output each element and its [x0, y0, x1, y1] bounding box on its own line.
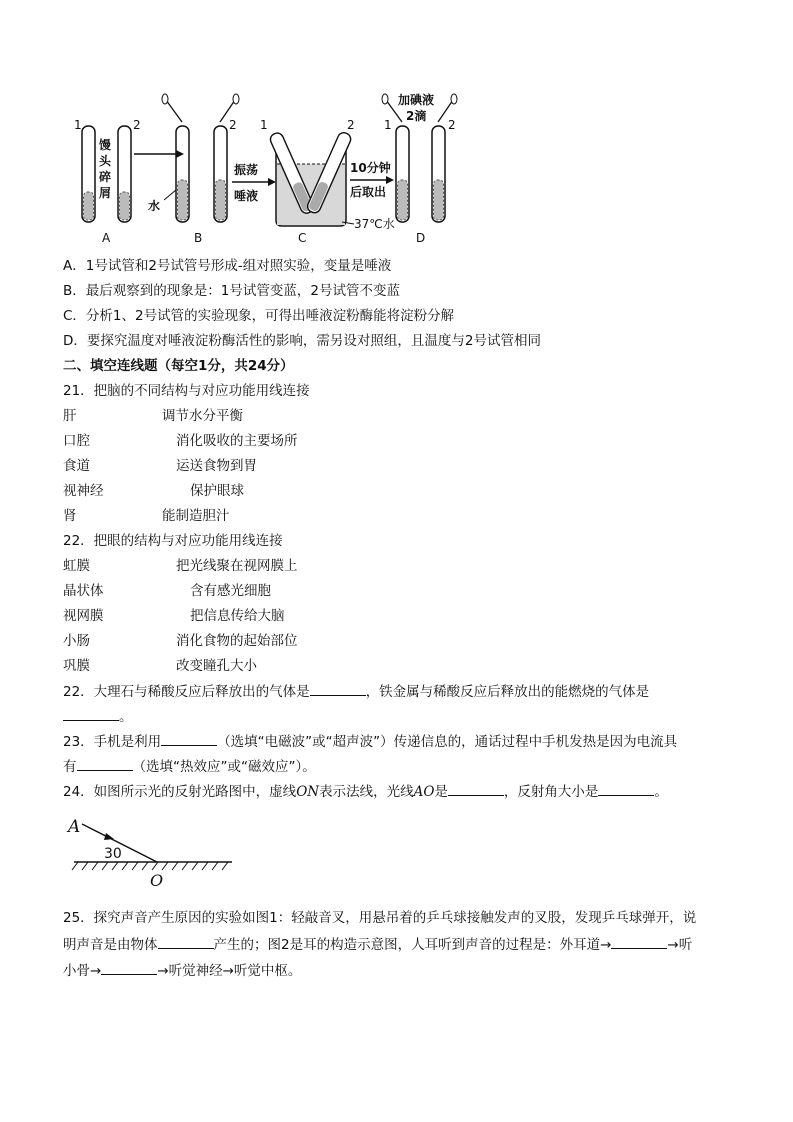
- q24-text-4: ，反射角大小是: [503, 784, 599, 800]
- panel-c: [260, 118, 395, 245]
- q21-title: 21．把脑的不同结构与对应功能用线连接: [63, 383, 310, 399]
- panel-b-label: B: [194, 231, 203, 245]
- reflection-figure: [66, 812, 238, 892]
- q23-text-4: （选填“热效应”或“磁效应”）。: [132, 759, 316, 775]
- q22a-left-1: 虹膜: [63, 558, 90, 574]
- saliva-label: 唾液: [234, 189, 259, 203]
- q21-left-1: 肝: [63, 408, 77, 424]
- tube-1-label: 1: [74, 118, 82, 132]
- q23-blank-2[interactable]: [77, 756, 133, 771]
- temp-label: 37℃水: [354, 217, 395, 231]
- q25-text-6: →听觉神经→听觉中枢。: [157, 963, 302, 979]
- q23-text-3: 有: [63, 759, 77, 775]
- q23-text-2: （选填“电磁波”或“超声波”）传递信息的，通话过程中手机发热是因为电流具: [217, 734, 678, 750]
- q23-text-1: 23．手机是利用: [63, 734, 162, 750]
- q24-on: ON: [296, 784, 320, 800]
- q25-text-5: 小骨→: [63, 963, 102, 979]
- q25-text-2: 明声音是由物体: [63, 937, 158, 953]
- mantou-char-2: 头: [99, 154, 112, 168]
- option-c: C．分析1、2号试管的实验现象，可得出唾液淀粉酶能将淀粉分解: [63, 308, 455, 324]
- takeout-label: 后取出: [350, 185, 387, 199]
- q25-line-3: [63, 960, 301, 981]
- panel-a: [74, 118, 184, 245]
- q21-right-3: 运送食物到胃: [176, 458, 257, 474]
- q22a-right-1: 把光线聚在视网膜上: [176, 558, 298, 574]
- q25-line-1: 25．探究声音产生原因的实验如图1：轻敲音叉，用悬吊着的乒乓球接触发声的叉股，发现乒乓球弹开，说: [63, 910, 697, 926]
- panel-a-label: A: [102, 231, 111, 245]
- q24-ao: AO: [413, 784, 435, 800]
- q22b-blank-1[interactable]: [310, 681, 366, 696]
- q21-right-1: 调节水分平衡: [162, 408, 243, 424]
- angle-30-label: 30: [104, 846, 122, 862]
- tube-d2-label: 2: [448, 118, 456, 132]
- q25-text-4: →听: [667, 937, 693, 953]
- mantou-char-1: 馒: [99, 138, 112, 152]
- q22a-title: 22．把眼的结构与对应功能用线连接: [63, 533, 283, 549]
- q24-line: [63, 781, 668, 802]
- q22b-text-1: 22．大理石与稀酸反应后释放出的气体是: [63, 684, 310, 700]
- q22a-right-3: 把信息传给大脑: [190, 608, 285, 624]
- drops-label: 2滴: [406, 109, 427, 123]
- section-2-heading: 二、填空连线题（每空1分，共24分）: [63, 358, 294, 374]
- tube-2-label: 2: [133, 118, 141, 132]
- q22b-line-1: [63, 681, 649, 702]
- q21-left-2: 口腔: [63, 433, 90, 449]
- option-d: D．要探究温度对唾液淀粉酶活性的影响，需另设对照组，且温度与2号试管相同: [63, 333, 541, 349]
- q21-left-3: 食道: [63, 458, 90, 474]
- q21-left-4: 视神经: [63, 483, 104, 499]
- option-b: B．最后观察到的现象是：1号试管变蓝，2号试管不变蓝: [63, 283, 400, 299]
- point-a-label: A: [68, 817, 81, 837]
- q22a-left-2: 晶状体: [63, 583, 104, 599]
- q22b-blank-2[interactable]: [63, 706, 119, 721]
- q22b-text-3: 。: [119, 709, 133, 725]
- q21-left-5: 肾: [63, 508, 77, 524]
- mantou-char-4: 屑: [99, 186, 112, 200]
- panel-d-label: D: [416, 231, 426, 245]
- option-a: A．1号试管和2号试管号形成-组对照实验，变量是唾液: [63, 258, 392, 274]
- q24-text-1: 24．如图所示光的反射光路图中，虚线: [63, 784, 297, 800]
- shake-label: 振荡: [234, 163, 259, 177]
- q23-line-2: [63, 756, 316, 777]
- q22a-right-4: 消化食物的起始部位: [176, 633, 298, 649]
- q25-line-2: [63, 934, 692, 955]
- point-o-label: O: [150, 871, 164, 890]
- q22a-left-3: 视网膜: [63, 608, 104, 624]
- q22a-left-4: 小肠: [63, 633, 90, 649]
- q24-text-5: 。: [654, 784, 668, 800]
- q22b-line-2: [63, 706, 133, 727]
- q24-text-2: 表示法线，光线: [319, 784, 414, 800]
- q23-blank-1[interactable]: [161, 731, 217, 746]
- q24-blank-2[interactable]: [598, 781, 654, 796]
- q22b-text-2: ，铁金属与稀酸反应后释放出的能燃烧的气体是: [365, 684, 650, 700]
- tube-d1-label: 1: [384, 118, 392, 132]
- q24-text-3: 是: [434, 784, 448, 800]
- q21-right-5: 能制造胆汁: [162, 508, 230, 524]
- tube-c2-label: 2: [347, 118, 355, 132]
- time-label: 10分钟: [350, 161, 391, 175]
- water-label: 水: [148, 199, 161, 213]
- q23-line-1: [63, 731, 677, 752]
- panel-c-label: C: [298, 231, 307, 245]
- q22a-left-5: 巩膜: [63, 658, 90, 674]
- q25-text-3: 产生的；图2是耳的构造示意图，人耳听到声音的过程是：外耳道→: [213, 937, 612, 953]
- mantou-char-3: 碎: [99, 170, 112, 184]
- q22a-right-2: 含有感光细胞: [190, 583, 271, 599]
- q21-right-2: 消化吸收的主要场所: [176, 433, 298, 449]
- tube-b2-label: 2: [229, 118, 237, 132]
- q25-blank-3[interactable]: [101, 960, 157, 975]
- tube-c1-label: 1: [260, 118, 268, 132]
- q24-blank-1[interactable]: [448, 781, 504, 796]
- iodine-label: 加碘液: [398, 93, 435, 107]
- q21-right-4: 保护眼球: [190, 483, 244, 499]
- q22a-right-5: 改变瞳孔大小: [176, 658, 257, 674]
- panel-b: [148, 94, 239, 245]
- q25-blank-1[interactable]: [158, 934, 214, 949]
- experiment-figure: [72, 92, 464, 250]
- q25-blank-2[interactable]: [611, 934, 667, 949]
